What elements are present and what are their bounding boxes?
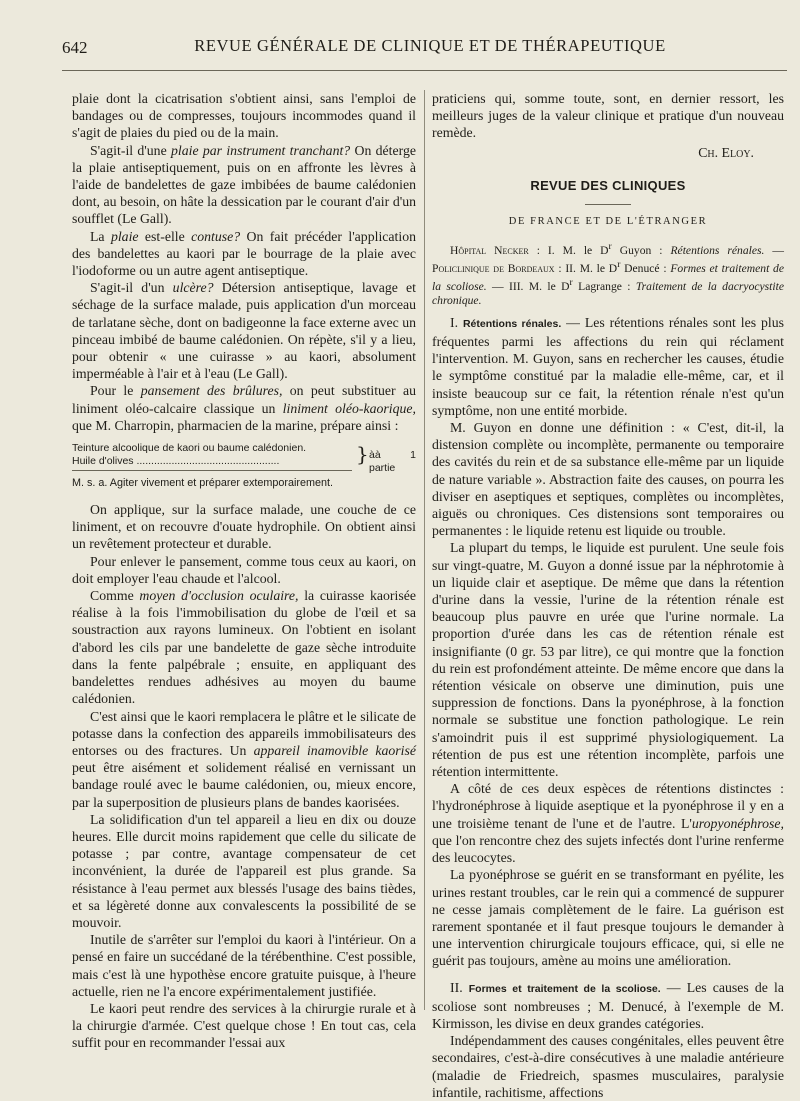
recipe-formula [72,442,416,475]
summary: Hôpital Necker : I. M. le $D^r$ Guyon : Rétentions rénales. — Policlinique de Bordeaux : II. M. le $D^r$ Denucé : Formes et traitement de la scoliose. — III. M. le $D^r$ Lagrange : Traitement de la dacryocystite chronique. [432,241,784,307]
recipe-note: M. s. a. Agiter vivement et préparer extemporairement. [72,477,334,490]
paragraph: Le kaori peut rendre des services à la chirurgie rurale et à la chirurgie d'armée. C'est quelque chose ! En tout cas, cela suffit pour en recommander l'essai aux [72,1000,416,1051]
page-number: 642 [62,38,88,57]
paragraph: plaie dont la cicatrisation s'obtient ainsi, sans l'emploi de bandages ou de compresses, toujours incommodes quand il s'agit de plaies du pied ou de la main. [72,91,416,141]
paragraph: C'est ainsi que le kaori remplacera le plâtre et le silicate de potasse dans la confection des appareils immobilisateurs des entorses ou des fractures. Un appareil inamovible kaorisé peut être aisément et solidement réalisé en vernissant un bandage roulé avec le baume calédonien, ou, mieux encore, par la superposition de plusieurs plans de bandes kaorisées. [72,708,417,810]
recipe-ingredient: Huile d'olives ................................................. [72,455,280,468]
header-rule [62,70,787,71]
section-subtitle: DE FRANCE ET DE L'ÉTRANGER [508,216,708,228]
paragraph: La pyonéphrose se guérit en se transformant en pyélite, les urines restant troubles, car le rein qui a commencé de suppurer ne cesse jamais complètement de le faire. La guérison est rarement spontanée et il faut presque toujours le demander à une intervention chirurgicale toujours efficace, qui, si elle ne guérit pas toujours, amène au moins une amélioration. [432,867,784,969]
subsection-title: Formes et traitement de la scoliose. [468,982,661,995]
recipe-rule [72,470,352,471]
paragraph: La plaie est-elle contuse? On fait précéder l'application des bandelettes au kaori par le bourrage de la plaie avec l'iodoforme ou un autre agent antiseptique. [72,228,416,279]
paragraph: S'agit-il d'une plaie par instrument tranchant? On déterge la plaie antiseptiquement, puis on en affronte les lèvres à l'aide de bandelettes de gaze imbibées de baume calédonien dont, au besoin, on hâte la dessication par le courant d'air d'un soufflet (Le Gall). [72,142,416,227]
right-column [432,90,784,1101]
paragraph: Pour enlever le pansement, comme tous ceux au kaori, on doit employer l'eau chaude et l'alcool. [72,553,416,586]
paragraph: La solidification d'un tel appareil a lieu en dix ou douze heures. Elle durcit moins rapidement que celle du silicate de potasse ; par contre, avantage compensateur de cet inconvénient, la durée de l'appareil est plus grande. Sa résistance à l'eau permet aux blessés l'usage des bains tièdes, et sa légèreté donne aux convalescents la possibilité de se mouvoir. [72,811,416,930]
column-rule [424,90,425,1010]
paragraph: II. Formes et traitement de la scoliose. — Les causes de la scoliose sont nombreuses ; M. Denucé, à l'exemple de M. Kirmisson, les divise en deux grandes catégories. [432,979,784,1031]
running-head: REVUE GÉNÉRALE DE CLINIQUE ET DE THÉRAPEUTIQUE [194,36,666,55]
author-signature: Ch. Eloy. [698,144,754,160]
paragraph: Inutile de s'arrêter sur l'emploi du kaori à l'intérieur. On a pensé en faire un succédané de la térébenthine. C'est possible, mais c'est là une hypothèse encore gratuite puisque, à l'heure actuelle, rien ne l'a encore expérimentalement justifiée. [72,932,416,999]
paragraph: La plupart du temps, le liquide est purulent. Une seule fois sur vingt-quatre, M. Guyon a donné issue par la néphrotomie à un liquide clair et aseptique. De même que dans la rétention d'urine dans la vessie, l'urine de la rétention rénale est beaucoup plus pauvre en urée que l'urine normale. La proportion d'urée dans les cas de rétention rénale est insignifiante (0 gr. 53 par litre), ce qui montre que la fonction du rein est profondément atteinte. De même encore que dans la rétention vésicale on observe une diminution, puis une suppression de fonctions. Dans la pyonéphrose, à la fonction normale se substitue une fonction pathologique. Le rein s'amoindrit puis il est supprimé physiologiquement. La rétention de pus est une rétention incomplète, parfois une rétention intermittente. [432,540,784,780]
recipe-dose: àà 1 partie [369,449,416,475]
paragraph: A côté de ces deux espèces de rétentions distinctes : l'hydronéphrose à liquide aseptique et la pyonéphrose il y en a une troisième tenant de l'une et de l'autre. L'uropyonéphrose, que l'on rencontre chez des sujets infectés dont l'urine renferme des leucocytes. [432,781,784,866]
title-rule [585,204,631,205]
section-title: REVUE DES CLINIQUES [530,177,686,193]
paragraph: S'agit-il d'un ulcère? Détersion antiseptique, lavage et séchage de la surface malade, puis application d'un morceau de tarlatane sèche, dont on badigeonne la face externe avec un pinceau imbibé de baume calédonien. On répète, s'il y a lieu, pour obtenir « une cuirasse » au kaori, absolument imperméable à l'air et à l'eau (Le Gall). [72,280,416,382]
paragraph: Comme moyen d'occlusion oculaire, la cuirasse kaorisée réalise à la fois l'immobilisation du globe de l'œil et sa soustraction aux rayons lumineux. On l'obtient en isolant d'abord les cils par une bandelette de gaze sèche introduite dans la fente palpébrale ; ensuite, en appliquant des bandelettes rendues adhésives au moyen du baume calédonien. [72,588,416,707]
paragraph: M. Guyon en donne une définition : « C'est, dit-il, la distension complète ou incomplète, permanente ou temporaire des cavités du rein et de sa substance elle-même par un liquide de nature variable ». Abstraction faite des causes, on pourra les diviser en aseptiques et septiques, complètes ou incomplètes, aiguës ou chroniques. Ces distensions sont temporaires ou permanentes : le liquide retenu est liquide ou trouble. [432,420,784,539]
paragraph: On applique, sur la surface malade, une couche de ce liniment, et on recouvre d'ouate hydrophile. On obtient ainsi un revêtement protecteur et durable. [72,502,416,552]
paragraph: Pour le pansement des brûlures, on peut substituer au liniment oléo-calcaire classique un liniment oléo-kaorique, que M. Charropin, pharmacien de la marine, prépare ainsi : [72,383,416,433]
left-column [72,90,416,1052]
paragraph: praticiens qui, somme toute, sont, en dernier ressort, les meilleurs juges de la valeur clinique et pratique d'un nouveau remède. [432,91,784,141]
recipe-ingredient: Teinture alcoolique de kaori ou baume calédonien. [72,442,307,455]
paragraph: I. Rétentions rénales. — Les rétentions rénales sont les plus fréquentes parmi les affections du rein qui réclament l'intervention. M. Guyon, sans en rechercher les causes, étudie le symptôme constitué par la maladie elle-même, car, et il insiste beaucoup sur ce fait, la rétention rénale n'est qu'un symptôme, non une entité morbide. [432,314,784,418]
paragraph: Indépendamment des causes congénitales, elles peuvent être secondaires, c'est-à-dire consécutives à une maladie antérieure (maladie de Friedreich, spasmes musculaires, paralysie infantile, rachitisme, affections [432,1033,784,1100]
subsection-title: Rétentions rénales. [462,317,562,330]
brace-icon: } [356,442,369,467]
